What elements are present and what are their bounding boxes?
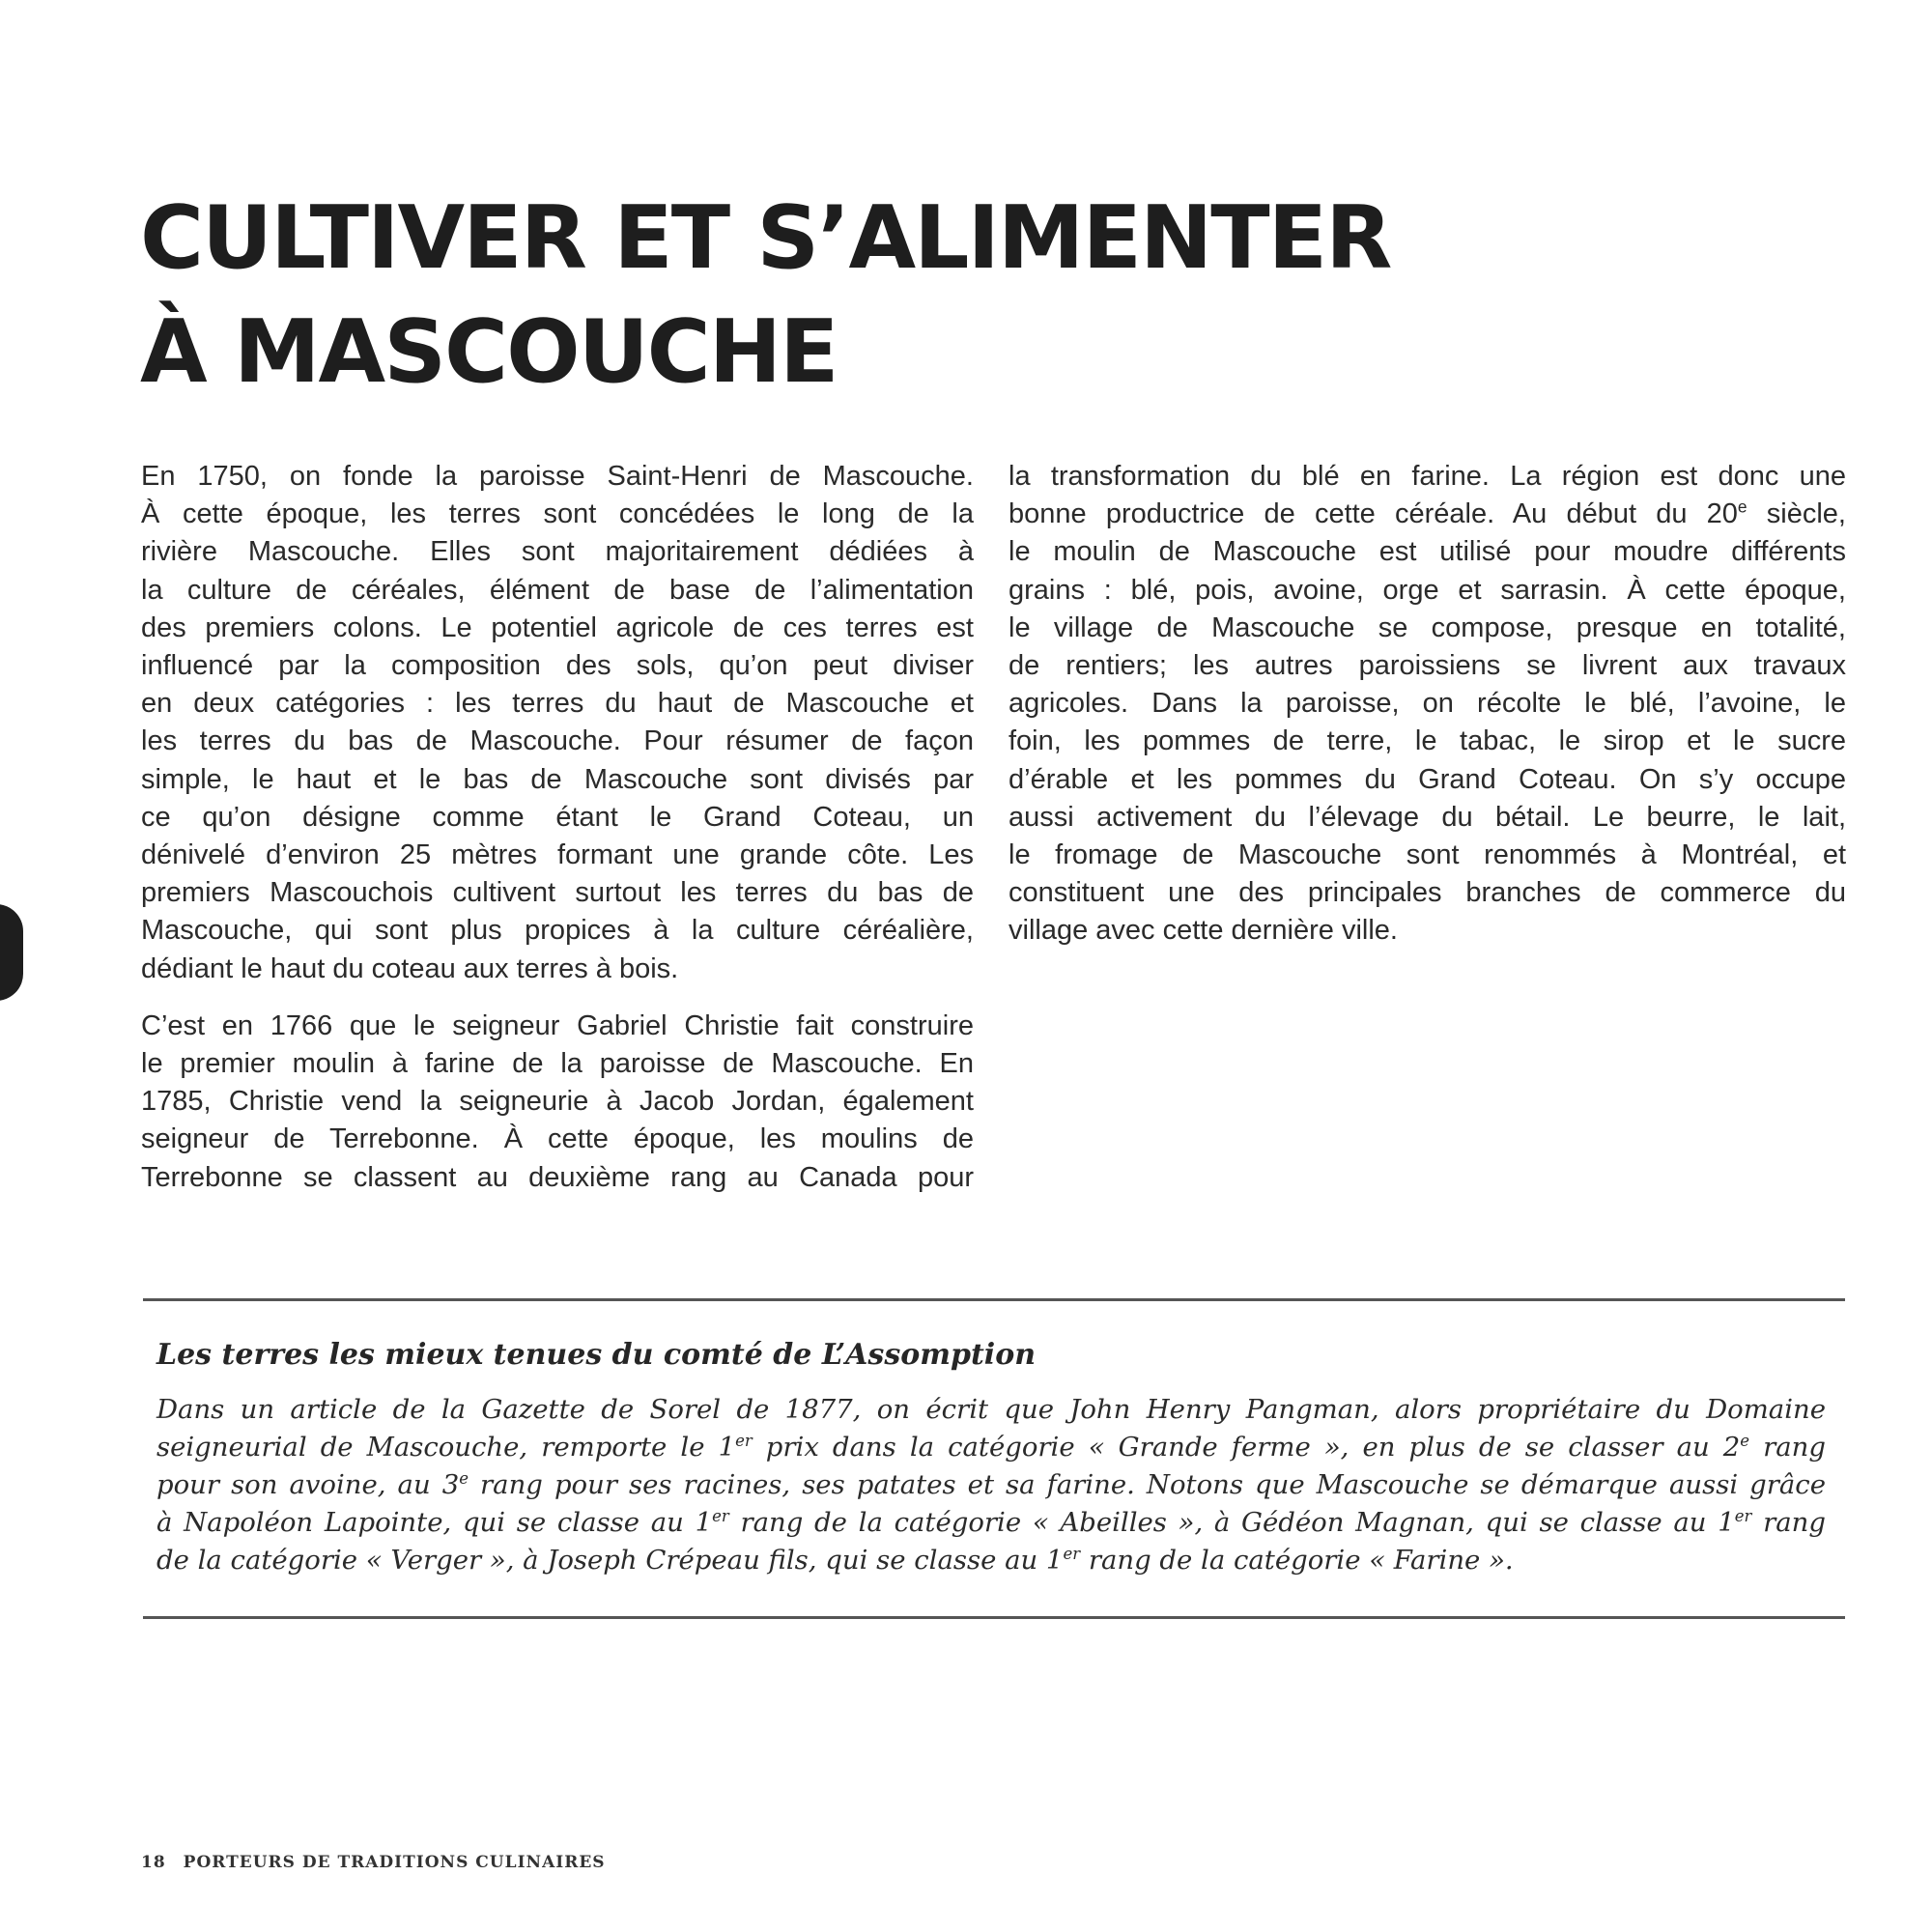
- text-line: seigneur de Terrebonne. À cette époque, les moulins de: [141, 1123, 974, 1155]
- page-title: [140, 182, 1390, 410]
- text-line: premiers Mascouchois cultivent surtout les terres du bas de: [141, 877, 974, 909]
- page-footer: [141, 1853, 606, 1872]
- text-line: ce qu’on désigne comme étant le Grand Coteau, un: [141, 801, 974, 833]
- text-line: foin, les pommes de terre, le tabac, le sirop et le sucre: [1009, 725, 1846, 757]
- text-line: les terres du bas de Mascouche. Pour résumer de façon: [141, 725, 974, 757]
- text-line: aussi activement du l’élevage du bétail. Le beurre, le lait,: [1009, 801, 1846, 833]
- page-number: 18: [141, 1853, 166, 1872]
- text-segment: rang de la catégorie « Abeilles », à Gédéon Magnan, qui se classe au 1: [728, 1507, 1735, 1538]
- superscript: er: [712, 1506, 729, 1525]
- paragraph-1: [141, 458, 974, 988]
- paragraph-gap: [141, 988, 974, 1008]
- text-segment: bonne productrice de cette céréale. Au début du 20: [1009, 498, 1738, 530]
- text-line: agricoles. Dans la paroisse, on récolte le blé, l’avoine, le: [1009, 688, 1846, 720]
- superscript: er: [1063, 1544, 1081, 1563]
- text-segment: siècle,: [1747, 498, 1846, 530]
- superscript: e: [1737, 497, 1747, 517]
- text-segment: rang: [1749, 1432, 1826, 1463]
- text-segment: rang de la catégorie « Farine ».: [1080, 1545, 1514, 1576]
- superscript: er: [735, 1431, 753, 1450]
- title-line-1: CULTIVER ET S’ALIMENTER: [140, 187, 1391, 289]
- text-line: influencé par la composition des sols, qu’on peut diviser: [141, 650, 974, 682]
- superscript: e: [459, 1468, 469, 1488]
- title-line-2: À MASCOUCHE: [140, 301, 838, 403]
- text-line: En 1750, on fonde la paroisse Saint-Henri de Mascouche.: [141, 461, 974, 492]
- text-line: À cette époque, les terres sont concédées le long de la: [141, 498, 974, 530]
- text-line: de rentiers; les autres paroissiens se livrent aux travaux: [1009, 650, 1846, 682]
- text-line: le moulin de Mascouche est utilisé pour moudre différents: [1009, 536, 1846, 568]
- text-segment: rang pour ses racines, ses patates et sa farine. Notons que Mascouche se démarque aussi grâce: [468, 1469, 1826, 1500]
- text-line: le fromage de Mascouche sont renommés à Montréal, et: [1009, 839, 1846, 871]
- text-line: le village de Mascouche se compose, presque en totalité,: [1009, 611, 1846, 643]
- sidebar-title: Les terres les mieux tenues du comté de L’Assomption: [156, 1338, 1037, 1372]
- text-line: [156, 1429, 1826, 1466]
- text-segment: rang: [1751, 1507, 1826, 1538]
- right-column: [1009, 458, 1846, 951]
- superscript: er: [1734, 1506, 1752, 1525]
- running-title: PORTEURS DE TRADITIONS CULINAIRES: [183, 1853, 606, 1872]
- paragraph-2: [141, 1008, 974, 1197]
- text-line: constituent une des principales branches de commerce du: [1009, 877, 1846, 909]
- text-line: 1785, Christie vend la seigneurie à Jacob Jordan, également: [141, 1086, 974, 1118]
- left-column: [141, 458, 974, 1197]
- text-line: Mascouche, qui sont plus propices à la culture céréalière,: [141, 915, 974, 947]
- sidebar-body: [156, 1391, 1826, 1579]
- text-line: [156, 1466, 1826, 1504]
- sidebar-divider-bottom: [143, 1616, 1845, 1619]
- text-line: le premier moulin à farine de la paroisse de Mascouche. En: [141, 1048, 974, 1080]
- text-line: [1009, 496, 1846, 533]
- text-line: rivière Mascouche. Elles sont majoritairement dédiées à: [141, 536, 974, 568]
- text-line: des premiers colons. Le potentiel agricole de ces terres est: [141, 611, 974, 643]
- text-line: la transformation du blé en farine. La région est donc une: [1009, 461, 1846, 492]
- text-line: dédiant le haut du coteau aux terres à bois.: [141, 952, 679, 984]
- text-line: la culture de céréales, élément de base de l’alimentation: [141, 574, 974, 606]
- text-line: Terrebonne se classent au deuxième rang au Canada pour: [141, 1161, 974, 1193]
- text-line: village avec cette dernière ville.: [1009, 915, 1398, 947]
- text-line: d’érable et les pommes du Grand Coteau. On s’y occupe: [1009, 763, 1846, 795]
- page-edge-tab: [0, 904, 23, 1001]
- text-line: dénivelé d’environ 25 mètres formant une grande côte. Les: [141, 839, 974, 871]
- text-segment: pour son avoine, au 3: [156, 1469, 460, 1500]
- text-line: [156, 1504, 1826, 1542]
- text-segment: à Napoléon Lapointe, qui se classe au 1: [156, 1507, 713, 1538]
- text-segment: prix dans la catégorie « Grande ferme », en plus de se classer au 2: [752, 1432, 1741, 1463]
- text-segment: de la catégorie « Verger », à Joseph Crépeau fils, qui se classe au 1: [156, 1545, 1064, 1576]
- text-line: Dans un article de la Gazette de Sorel de 1877, on écrit que John Henry Pangman, alors propriétaire du Domaine: [156, 1394, 1826, 1425]
- text-line: [156, 1542, 1826, 1579]
- text-line: en deux catégories : les terres du haut de Mascouche et: [141, 688, 974, 720]
- text-line: C’est en 1766 que le seigneur Gabriel Christie fait construire: [141, 1009, 974, 1041]
- text-segment: seigneurial de Mascouche, remporte le 1: [156, 1432, 736, 1463]
- text-line: simple, le haut et le bas de Mascouche sont divisés par: [141, 763, 974, 795]
- superscript: e: [1740, 1431, 1750, 1450]
- sidebar-divider-top: [143, 1298, 1845, 1301]
- text-line: grains : blé, pois, avoine, orge et sarrasin. À cette époque,: [1009, 574, 1846, 606]
